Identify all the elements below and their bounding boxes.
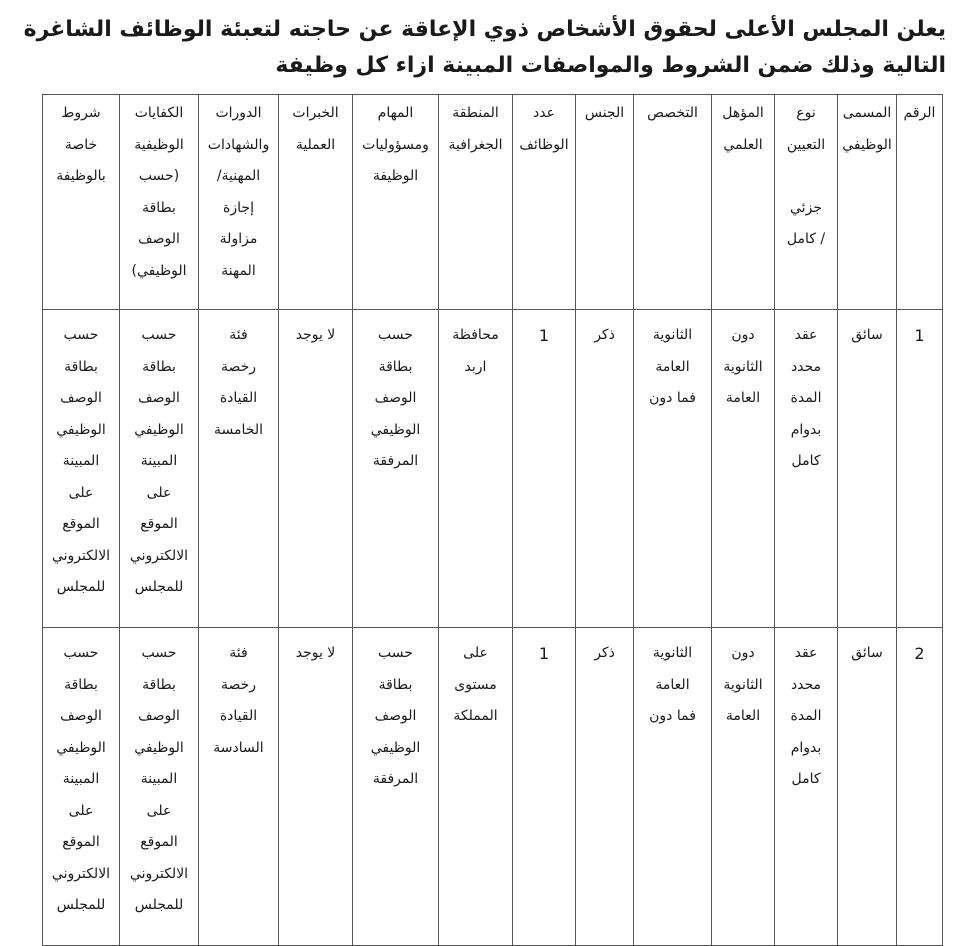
row-competencies: حسب بطاقة الوصف الوظيفي المبينة على الموقع الالكتروني للمجلس xyxy=(120,310,199,628)
row-qualification: دون الثانوية العامة xyxy=(712,310,775,628)
row-conditions: حسب بطاقة الوصف الوظيفي المبينة على الموقع الالكتروني للمجلس xyxy=(43,310,120,628)
row-courses: فئة رخصة القيادة الخامسة xyxy=(199,310,279,628)
header-cell-appointment-type: نوع التعيين جزئي / كامل xyxy=(775,95,838,310)
header-cell-courses: الدورات والشهادات المهنية/ إجازة مزاولة المهنة xyxy=(199,95,279,310)
row-region: على مستوى المملكة xyxy=(439,628,513,946)
row-number: 1 xyxy=(897,310,943,628)
header-cell-job-title: المسمى الوظيفي xyxy=(838,95,897,310)
header-cell-number: الرقم xyxy=(897,95,943,310)
jobs-table xyxy=(42,94,943,946)
header-cell-qualification: المؤهل العلمي xyxy=(712,95,775,310)
row-appointment-type: عقد محدد المدة بدوام كامل xyxy=(775,628,838,946)
row-number: 2 xyxy=(897,628,943,946)
header-cell-conditions: شروط خاصة بالوظيفة xyxy=(43,95,120,310)
table-row xyxy=(43,310,943,628)
table-row xyxy=(43,628,943,946)
row-specialization: الثانوية العامة فما دون xyxy=(634,310,712,628)
row-job-title: سائق xyxy=(838,310,897,628)
row-experience: لا يوجد xyxy=(279,310,353,628)
row-competencies: حسب بطاقة الوصف الوظيفي المبينة على الموقع الالكتروني للمجلس xyxy=(120,628,199,946)
row-conditions: حسب بطاقة الوصف الوظيفي المبينة على الموقع الالكتروني للمجلس xyxy=(43,628,120,946)
row-gender: ذكر xyxy=(576,310,634,628)
row-courses: فئة رخصة القيادة السادسة xyxy=(199,628,279,946)
row-job-count: 1 xyxy=(513,628,576,946)
header-cell-region: المنطقة الجغرافية xyxy=(439,95,513,310)
header-cell-experience: الخبرات العملية xyxy=(279,95,353,310)
header-cell-gender: الجنس xyxy=(576,95,634,310)
row-job-title: سائق xyxy=(838,628,897,946)
announcement-heading: يعلن المجلس الأعلى لحقوق الأشخاص ذوي الإعاقة عن حاجته لتعبئة الوظائف الشاغرة التالية وذلك ضمن الشروط والمواصفات المبينة ازاء كل وظيفة xyxy=(23,17,946,78)
header-cell-duties: المهام ومسؤوليات الوظيفة xyxy=(353,95,439,310)
row-appointment-type: عقد محدد المدة بدوام كامل xyxy=(775,310,838,628)
row-gender: ذكر xyxy=(576,628,634,946)
header-cell-competencies: الكفايات الوظيفية (حسب بطاقة الوصف الوظيفي) xyxy=(120,95,199,310)
table-header-row xyxy=(43,95,943,310)
header-cell-specialization: التخصص xyxy=(634,95,712,310)
header-cell-job-count: عدد الوظائف xyxy=(513,95,576,310)
row-duties: حسب بطاقة الوصف الوظيفي المرفقة xyxy=(353,310,439,628)
row-region: محافظة اربد xyxy=(439,310,513,628)
row-specialization: الثانوية العامة فما دون xyxy=(634,628,712,946)
row-job-count: 1 xyxy=(513,310,576,628)
row-qualification: دون الثانوية العامة xyxy=(712,628,775,946)
row-duties: حسب بطاقة الوصف الوظيفي المرفقة xyxy=(353,628,439,946)
row-experience: لا يوجد xyxy=(279,628,353,946)
